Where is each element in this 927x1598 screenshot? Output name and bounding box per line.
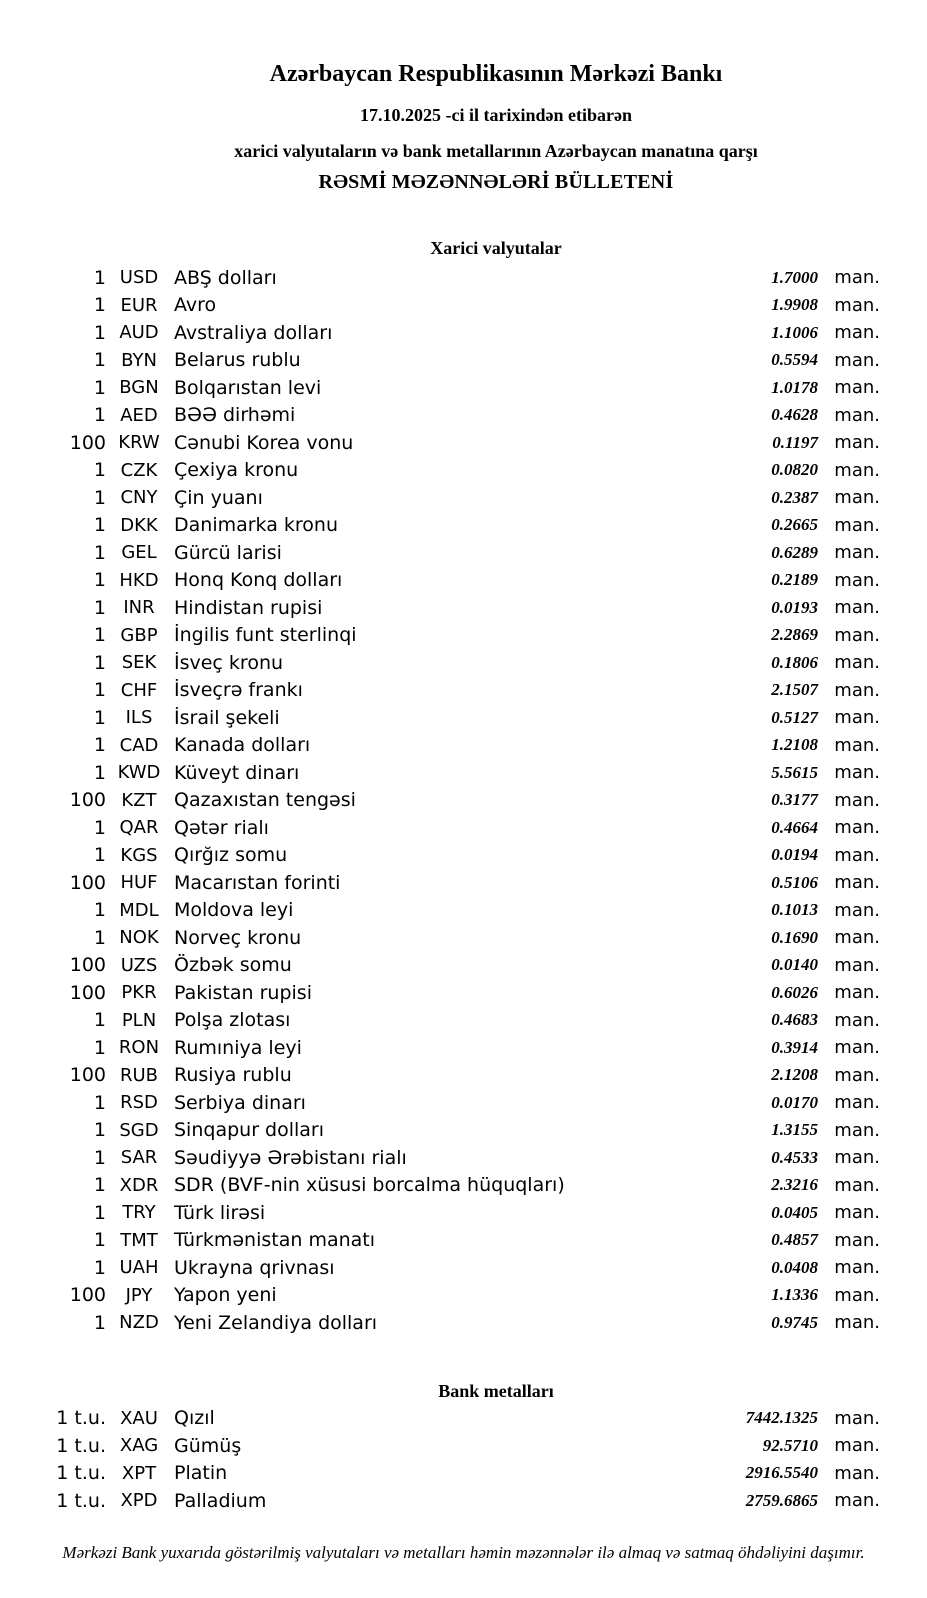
currency-code: HKD xyxy=(119,569,159,591)
rate-value: 0.4857 xyxy=(771,1230,818,1250)
rate-row xyxy=(0,429,880,457)
rate-row xyxy=(0,1007,880,1035)
unit-label: man. xyxy=(834,1009,880,1031)
quantity-value: 1 xyxy=(93,899,106,922)
currency-name: Qazaxıstan tengəsi xyxy=(174,789,356,812)
currency-name: Çin yuanı xyxy=(174,486,263,509)
unit-label: man. xyxy=(834,377,880,399)
currency-code: QAR xyxy=(119,817,159,839)
currency-name: İsveç kronu xyxy=(174,651,284,674)
currency-code: RSD xyxy=(120,1092,158,1114)
quantity-value: 1 xyxy=(93,1119,106,1142)
quantity-value: 100 xyxy=(69,1064,106,1087)
rate-row xyxy=(0,649,880,677)
unit-label: man. xyxy=(834,1119,880,1141)
currency-name: Avstraliya dolları xyxy=(174,321,333,344)
rate-value: 1.1006 xyxy=(771,322,818,342)
rate-row xyxy=(0,897,880,925)
currencies-table xyxy=(0,264,880,1337)
currency-name: Honq Konq dolları xyxy=(174,569,343,592)
rate-row xyxy=(0,374,880,402)
quantity-value: 1 xyxy=(93,266,106,289)
rate-value: 1.2108 xyxy=(771,735,818,755)
quantity-value: 1 xyxy=(93,486,106,509)
currency-name: Macarıstan forinti xyxy=(174,871,341,894)
rate-value: 1.7000 xyxy=(771,267,818,287)
currency-name: ABŞ dolları xyxy=(174,266,277,289)
currency-name: İngilis funt sterlinqi xyxy=(174,624,357,647)
rate-row xyxy=(0,1089,880,1117)
rate-row xyxy=(0,1432,880,1460)
rate-value: 0.4533 xyxy=(771,1147,818,1167)
rate-row xyxy=(0,924,880,952)
currency-name: Qızıl xyxy=(174,1407,215,1430)
quantity-value: 1 xyxy=(93,624,106,647)
rate-value: 0.1197 xyxy=(772,432,818,452)
currency-code: CZK xyxy=(120,459,158,481)
currency-name: Gürcü larisi xyxy=(174,541,282,564)
rate-row xyxy=(0,484,880,512)
currency-name: Səudiyyə Ərəbistanı rialı xyxy=(174,1146,407,1169)
unit-label: man. xyxy=(834,734,880,756)
unit-label: man. xyxy=(834,982,880,1004)
currency-name: Rumıniya leyi xyxy=(174,1036,302,1059)
unit-label: man. xyxy=(834,459,880,481)
currency-code: XDR xyxy=(119,1174,159,1196)
currency-code: GBP xyxy=(120,624,158,646)
unit-label: man. xyxy=(834,1037,880,1059)
currency-name: Palladium xyxy=(174,1489,267,1512)
rate-value: 0.1690 xyxy=(771,927,818,947)
unit-label: man. xyxy=(834,487,880,509)
rate-value: 2916.5540 xyxy=(745,1463,818,1483)
quantity-value: 100 xyxy=(69,981,106,1004)
unit-label: man. xyxy=(834,1092,880,1114)
quantity-value: 1 xyxy=(93,1229,106,1252)
quantity-value: 1 xyxy=(93,569,106,592)
rate-value: 0.4683 xyxy=(771,1010,818,1030)
rate-value: 0.6026 xyxy=(771,982,818,1002)
quantity-value: 1 xyxy=(93,376,106,399)
rate-value: 0.0140 xyxy=(771,955,818,975)
currency-name: Çexiya kronu xyxy=(174,459,299,482)
currency-code: USD xyxy=(119,267,159,289)
currency-code: ILS xyxy=(125,707,153,729)
quantity-value: 100 xyxy=(69,954,106,977)
currency-name: Bolqarıstan levi xyxy=(174,376,322,399)
rate-row xyxy=(0,1227,880,1255)
quantity-value: 1 t.u. xyxy=(56,1462,106,1485)
rate-row xyxy=(0,347,880,375)
currency-name: Özbək somu xyxy=(174,954,292,977)
quantity-value: 1 xyxy=(93,1201,106,1224)
rate-row xyxy=(0,1282,880,1310)
unit-label: man. xyxy=(834,1407,880,1429)
quantity-value: 1 xyxy=(93,734,106,757)
rate-row xyxy=(0,787,880,815)
currency-code: KGS xyxy=(120,844,158,866)
unit-label: man. xyxy=(834,1202,880,1224)
rate-row xyxy=(0,1144,880,1172)
currency-name: Belarus rublu xyxy=(174,349,301,372)
unit-label: man. xyxy=(834,1064,880,1086)
currency-name: Rusiya rublu xyxy=(174,1064,292,1087)
currency-name: Türk lirəsi xyxy=(174,1201,266,1224)
rate-value: 7442.1325 xyxy=(745,1408,818,1428)
rate-row xyxy=(0,814,880,842)
quantity-value: 1 xyxy=(93,294,106,317)
currency-name: Moldova leyi xyxy=(174,899,294,922)
rate-value: 2.1208 xyxy=(771,1065,818,1085)
currency-code: CNY xyxy=(120,487,158,509)
quantity-value: 100 xyxy=(69,871,106,894)
rate-row xyxy=(0,979,880,1007)
currency-code: TMT xyxy=(120,1229,158,1251)
quantity-value: 1 xyxy=(93,844,106,867)
currency-name: Serbiya dinarı xyxy=(174,1091,306,1114)
rate-row xyxy=(0,759,880,787)
currency-code: INR xyxy=(123,597,155,619)
unit-label: man. xyxy=(834,954,880,976)
unit-label: man. xyxy=(834,1174,880,1196)
unit-label: man. xyxy=(834,569,880,591)
quantity-value: 1 xyxy=(93,349,106,372)
quantity-value: 100 xyxy=(69,1284,106,1307)
rate-value: 0.0194 xyxy=(771,845,818,865)
currency-code: XAU xyxy=(120,1407,158,1429)
currency-name: İsveçrə frankı xyxy=(174,679,303,702)
unit-label: man. xyxy=(834,404,880,426)
rate-row xyxy=(0,1309,880,1337)
currency-name: Gümüş xyxy=(174,1434,242,1457)
rate-value: 2759.6865 xyxy=(745,1490,818,1510)
rate-row xyxy=(0,869,880,897)
unit-label: man. xyxy=(834,1462,880,1484)
currency-code: SGD xyxy=(119,1119,159,1141)
rate-row xyxy=(0,264,880,292)
rate-value: 5.5615 xyxy=(771,762,818,782)
quantity-value: 1 xyxy=(93,459,106,482)
currency-code: KWD xyxy=(117,762,161,784)
quantity-value: 1 xyxy=(93,926,106,949)
currency-name: Küveyt dinarı xyxy=(174,761,300,784)
currency-code: SAR xyxy=(120,1147,158,1169)
unit-label: man. xyxy=(834,597,880,619)
unit-label: man. xyxy=(834,927,880,949)
quantity-value: 1 t.u. xyxy=(56,1407,106,1430)
unit-label: man. xyxy=(834,817,880,839)
unit-label: man. xyxy=(834,1257,880,1279)
currency-name: Cənubi Korea vonu xyxy=(174,431,354,454)
currency-name: Yapon yeni xyxy=(174,1284,277,1307)
quantity-value: 1 xyxy=(93,1146,106,1169)
currency-name: Qətər rialı xyxy=(174,816,269,839)
currency-name: Danimarka kronu xyxy=(174,514,339,537)
unit-label: man. xyxy=(834,432,880,454)
rate-value: 0.1013 xyxy=(771,900,818,920)
currency-code: NZD xyxy=(119,1312,159,1334)
currency-name: Qırğız somu xyxy=(174,844,288,867)
rate-value: 1.3155 xyxy=(771,1120,818,1140)
quantity-value: 1 xyxy=(93,514,106,537)
bank-name-title: Azərbaycan Respublikasının Mərkəzi Bankı xyxy=(269,61,723,87)
rate-value: 0.4664 xyxy=(771,817,818,837)
metals-header-block xyxy=(0,1380,927,1402)
effective-date-line: 17.10.2025 -ci il tarixindən etibarən xyxy=(360,105,632,125)
rate-row xyxy=(0,402,880,430)
currency-code: PKR xyxy=(121,982,157,1004)
quantity-value: 1 xyxy=(93,816,106,839)
currency-name: Pakistan rupisi xyxy=(174,981,312,1004)
currency-code: NOK xyxy=(119,927,159,949)
currency-code: UZS xyxy=(120,954,158,976)
currency-code: TRY xyxy=(122,1202,156,1224)
unit-label: man. xyxy=(834,652,880,674)
currency-name: Yeni Zelandiya dolları xyxy=(174,1311,378,1334)
unit-label: man. xyxy=(834,1229,880,1251)
quantity-value: 1 xyxy=(93,651,106,674)
currency-code: XPD xyxy=(120,1490,158,1512)
currency-code: PLN xyxy=(121,1009,157,1031)
quantity-value: 1 xyxy=(93,1256,106,1279)
currency-code: DKK xyxy=(120,514,158,536)
quantity-value: 1 xyxy=(93,706,106,729)
quantity-value: 1 xyxy=(93,679,106,702)
rate-row xyxy=(0,842,880,870)
rate-row xyxy=(0,1460,880,1488)
subject-line: xarici valyutaların və bank metallarının Azərbaycan manatına qarşı xyxy=(234,141,758,161)
quantity-value: 1 xyxy=(93,761,106,784)
currency-name: Türkmənistan manatı xyxy=(174,1229,376,1252)
rate-value: 92.5710 xyxy=(762,1435,818,1455)
currency-name: Hindistan rupisi xyxy=(174,596,323,619)
currency-code: RUB xyxy=(119,1064,159,1086)
currency-name: BƏƏ dirhəmi xyxy=(174,404,296,427)
unit-label: man. xyxy=(834,762,880,784)
rate-row xyxy=(0,1117,880,1145)
rate-row xyxy=(0,594,880,622)
unit-label: man. xyxy=(834,1312,880,1334)
currency-code: BYN xyxy=(121,349,157,371)
header-block xyxy=(0,58,927,259)
rate-value: 0.4628 xyxy=(771,405,818,425)
currency-code: XPT xyxy=(121,1462,157,1484)
currency-name: Avro xyxy=(174,294,217,317)
rate-row xyxy=(0,732,880,760)
quantity-value: 1 t.u. xyxy=(56,1434,106,1457)
currency-code: CHF xyxy=(120,679,158,701)
unit-label: man. xyxy=(834,267,880,289)
currency-code: AUD xyxy=(119,322,159,344)
unit-label: man. xyxy=(834,514,880,536)
unit-label: man. xyxy=(834,294,880,316)
currency-name: Sinqapur dolları xyxy=(174,1119,325,1142)
unit-label: man. xyxy=(834,349,880,371)
currency-code: KRW xyxy=(118,432,160,454)
quantity-value: 1 xyxy=(93,541,106,564)
quantity-value: 100 xyxy=(69,431,106,454)
currency-code: SEK xyxy=(121,652,157,674)
rate-row xyxy=(0,704,880,732)
quantity-value: 1 xyxy=(93,404,106,427)
rate-row xyxy=(0,952,880,980)
rate-value: 0.0193 xyxy=(771,597,818,617)
rate-row xyxy=(0,319,880,347)
rate-row xyxy=(0,1254,880,1282)
currency-name: Ukrayna qrivnası xyxy=(174,1256,335,1279)
currency-code: JPY xyxy=(125,1284,153,1306)
rate-value: 0.6289 xyxy=(771,542,818,562)
quantity-value: 1 xyxy=(93,321,106,344)
quantity-value: 1 xyxy=(93,1009,106,1032)
rate-row xyxy=(0,677,880,705)
rate-row xyxy=(0,622,880,650)
rate-value: 2.3216 xyxy=(771,1175,818,1195)
rate-value: 0.0820 xyxy=(771,460,818,480)
rate-row xyxy=(0,539,880,567)
rate-value: 2.1507 xyxy=(771,680,818,700)
unit-label: man. xyxy=(834,624,880,646)
rate-value: 1.1336 xyxy=(771,1285,818,1305)
rate-value: 0.1806 xyxy=(771,652,818,672)
rate-value: 0.5594 xyxy=(771,350,818,370)
rate-value: 0.0408 xyxy=(771,1257,818,1277)
currency-name: Kanada dolları xyxy=(174,734,311,757)
currency-name: İsrail şekeli xyxy=(174,706,280,729)
rate-row xyxy=(0,457,880,485)
unit-label: man. xyxy=(834,1490,880,1512)
currency-code: AED xyxy=(120,404,158,426)
currency-name: Norveç kronu xyxy=(174,926,302,949)
rate-value: 0.5106 xyxy=(771,872,818,892)
unit-label: man. xyxy=(834,872,880,894)
currency-code: UAH xyxy=(119,1257,159,1279)
unit-label: man. xyxy=(834,789,880,811)
quantity-value: 1 xyxy=(93,1174,106,1197)
unit-label: man. xyxy=(834,1435,880,1457)
rate-row xyxy=(0,512,880,540)
rate-value: 0.3914 xyxy=(771,1037,818,1057)
rate-row xyxy=(0,1487,880,1515)
unit-label: man. xyxy=(834,322,880,344)
bulletin-title: RƏSMİ MƏZƏNNƏLƏRİ BÜLLETENİ xyxy=(318,171,674,193)
rate-row xyxy=(0,292,880,320)
rate-value: 1.0178 xyxy=(771,377,818,397)
quantity-value: 1 xyxy=(93,596,106,619)
unit-label: man. xyxy=(834,1147,880,1169)
currency-code: KZT xyxy=(121,789,157,811)
currency-code: GEL xyxy=(121,542,157,564)
currency-code: BGN xyxy=(119,377,159,399)
rate-value: 0.5127 xyxy=(771,707,818,727)
metals-table xyxy=(0,1405,880,1515)
rate-value: 0.2387 xyxy=(771,487,818,507)
quantity-value: 1 t.u. xyxy=(56,1489,106,1512)
rate-row xyxy=(0,1199,880,1227)
rate-value: 0.2665 xyxy=(771,515,818,535)
rate-row xyxy=(0,1172,880,1200)
currency-name: Polşa zlotası xyxy=(174,1009,291,1032)
metals-section-title: Bank metalları xyxy=(438,1380,554,1401)
quantity-value: 1 xyxy=(93,1036,106,1059)
rate-value: 0.9745 xyxy=(771,1312,818,1332)
currency-name: SDR (BVF-nin xüsusi borcalma hüquqları) xyxy=(174,1174,565,1197)
rate-value: 0.0405 xyxy=(771,1202,818,1222)
unit-label: man. xyxy=(834,679,880,701)
currency-code: MDL xyxy=(119,899,159,921)
unit-label: man. xyxy=(834,1284,880,1306)
unit-label: man. xyxy=(834,899,880,921)
currency-name: Platin xyxy=(174,1462,228,1485)
quantity-value: 1 xyxy=(93,1091,106,1114)
unit-label: man. xyxy=(834,542,880,564)
quantity-value: 1 xyxy=(93,1311,106,1334)
currency-code: EUR xyxy=(120,294,158,316)
quantity-value: 100 xyxy=(69,789,106,812)
rate-value: 0.0170 xyxy=(771,1092,818,1112)
rate-row xyxy=(0,1062,880,1090)
currencies-section-title: Xarici valyutalar xyxy=(430,238,562,258)
rate-value: 1.9908 xyxy=(771,295,818,315)
rate-value: 0.3177 xyxy=(771,790,818,810)
rate-row xyxy=(0,1034,880,1062)
currency-code: HUF xyxy=(120,872,158,894)
currency-code: CAD xyxy=(119,734,159,756)
currency-code: XAG xyxy=(119,1435,159,1457)
unit-label: man. xyxy=(834,707,880,729)
rate-value: 0.2189 xyxy=(771,570,818,590)
unit-label: man. xyxy=(834,844,880,866)
rate-row xyxy=(0,1405,880,1433)
disclaimer-text: Mərkəzi Bank yuxarıda göstərilmiş valyutaları və metalları həmin məzənnələr ilə almaq və satmaq öhdəliyini daşımır. xyxy=(62,1542,865,1562)
rate-row xyxy=(0,567,880,595)
rate-value: 2.2869 xyxy=(771,625,818,645)
currency-code: RON xyxy=(118,1037,160,1059)
